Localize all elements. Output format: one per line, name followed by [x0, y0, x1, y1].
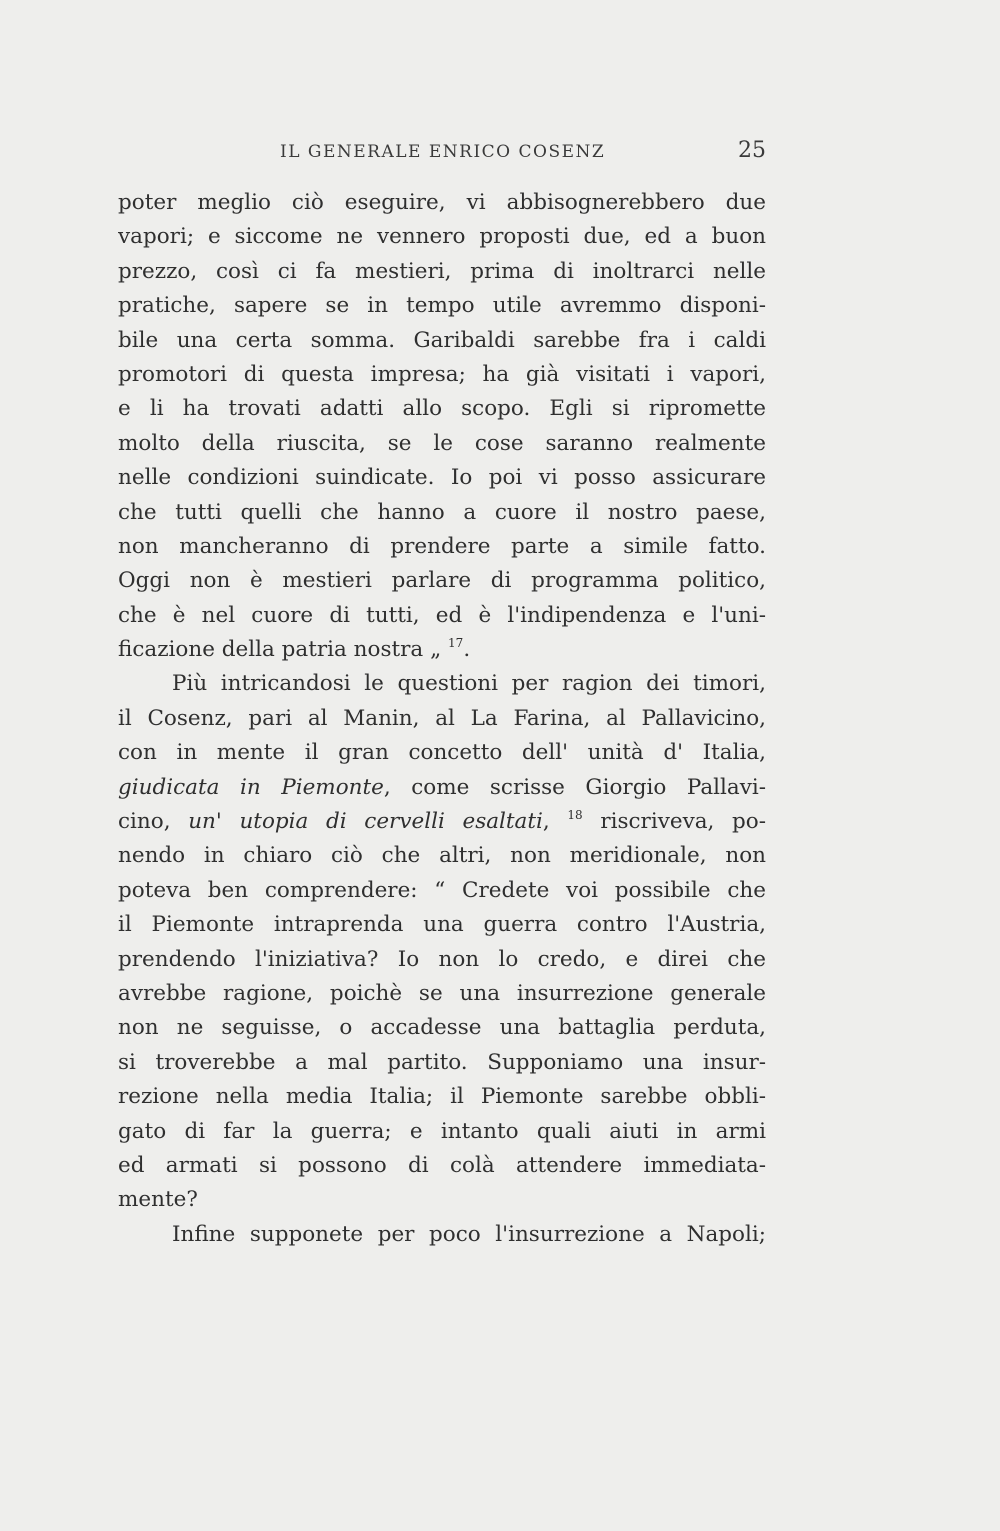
page-number: 25: [738, 138, 766, 163]
body-text: [118, 186, 766, 1252]
line-text: cino,: [118, 809, 189, 835]
text-line-paragraph-start: Più intricandosi le questioni per ragion dei timori,: [172, 671, 766, 697]
text-line-paragraph-start: Infine supponete per poco l'insurrezione a Napoli;: [172, 1221, 766, 1247]
text-line: si troverebbe a mal partito. Supponiamo una insur-: [118, 1049, 766, 1075]
text-line: mente?: [118, 1187, 198, 1213]
text-line: vapori; e siccome ne vennero proposti due, ed a buon: [118, 224, 766, 250]
text-line: non mancheranno di prendere parte a simile fatto.: [118, 533, 766, 559]
text-line: prendendo l'iniziativa? Io non lo credo, e direi che: [118, 946, 766, 972]
text-line: avrebbe ragione, poichè se una insurrezione generale: [118, 980, 766, 1006]
text-line: che è nel cuore di tutti, ed è l'indipendenza e l'uni-: [118, 602, 766, 628]
text-line: con in mente il gran concetto dell' unità d' Italia,: [118, 740, 766, 766]
text-line: Oggi non è mestieri parlare di programma politico,: [118, 568, 766, 594]
text-line-with-footnote: [118, 633, 766, 667]
text-line: prezzo, così ci fa mestieri, prima di inoltrarci nelle: [118, 258, 766, 284]
text-line: bile una certa somma. Garibaldi sarebbe fra i caldi: [118, 327, 766, 353]
text-line-with-italic: [118, 805, 766, 839]
footnote-reference: 18: [567, 808, 583, 823]
text-line-with-italic: [118, 771, 766, 805]
line-text: .: [463, 637, 471, 663]
text-line: nendo in chiaro ciò che altri, non meridionale, non: [118, 843, 766, 869]
line-text: , come scrisse Giorgio Pallavi-: [383, 774, 766, 800]
text-line: che tutti quelli che hanno a cuore il nostro paese,: [118, 499, 766, 525]
running-head: [280, 138, 766, 168]
text-line: ed armati si possono di colà attendere immediata-: [118, 1152, 766, 1178]
running-title: IL GENERALE ENRICO COSENZ: [280, 142, 606, 162]
text-line: promotori di questa impresa; ha già visitati i vapori,: [118, 361, 766, 387]
line-text: riscriveva, po-: [582, 809, 766, 835]
italic-text: giudicata in Piemonte: [118, 774, 384, 800]
text-line: pratiche, sapere se in tempo utile avremmo disponi-: [118, 293, 766, 319]
text-line: gato di far la guerra; e intanto quali aiuti in armi: [118, 1118, 766, 1144]
text-line: e li ha trovati adatti allo scopo. Egli si ripromette: [118, 396, 766, 422]
text-line: molto della riuscita, se le cose saranno realmente: [118, 430, 766, 456]
italic-text: un' utopia di cervelli esaltati: [188, 809, 543, 835]
text-line: poteva ben comprendere: “ Credete voi possibile che: [118, 877, 766, 903]
text-line: non ne seguisse, o accadesse una battaglia perduta,: [118, 1015, 766, 1041]
line-text: ,: [542, 809, 568, 835]
text-line: il Cosenz, pari al Manin, al La Farina, al Pallavicino,: [118, 705, 766, 731]
text-line: rezione nella media Italia; il Piemonte sarebbe obbli-: [118, 1084, 766, 1110]
text-line: poter meglio ciò eseguire, vi abbisognerebbero due: [118, 190, 766, 215]
line-text: ficazione della patria nostra „: [118, 637, 449, 663]
text-line: nelle condizioni suindicate. Io poi vi posso assicurare: [118, 465, 766, 491]
footnote-reference: 17: [448, 636, 464, 651]
text-line: il Piemonte intraprenda una guerra contro l'Austria,: [118, 912, 766, 938]
